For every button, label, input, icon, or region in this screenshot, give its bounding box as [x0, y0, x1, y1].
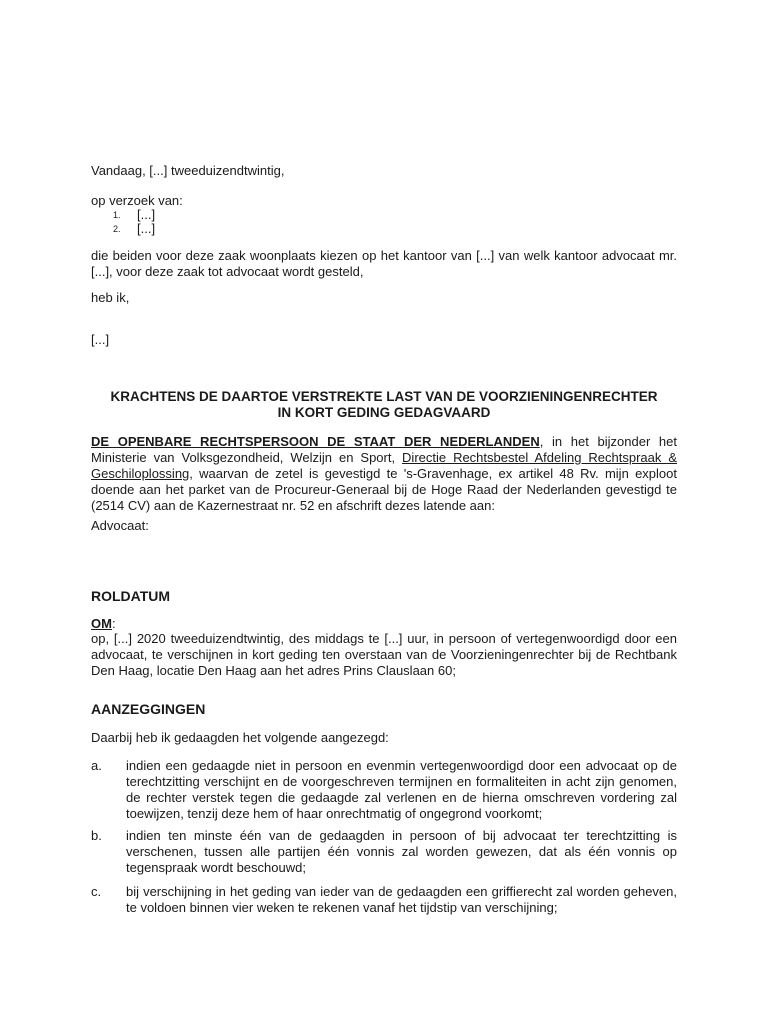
list-item	[91, 828, 677, 876]
item-text: bij verschijning in het geding van ieder van de gedaagden een griffierecht zal worden geheven, te voldoen binnen vier weken te rekenen vanaf het tijdstip van verschijning;	[126, 884, 677, 915]
domicile-paragraph: die beiden voor deze zaak woonplaats kiezen op het kantoor van [...] van welk kantoor advocaat mr. [...], voor deze zaak tot advocaat wordt gesteld,	[91, 248, 677, 279]
bailiff-placeholder: [...]	[91, 332, 110, 347]
aanzeggingen-heading: AANZEGGINGEN	[91, 701, 206, 717]
summons-title	[91, 389, 677, 421]
defendant-paragraph	[91, 434, 677, 514]
list-number: 1.	[113, 210, 121, 220]
defendant-copy-text: en afschrift dezes latende aan:	[317, 498, 495, 513]
defendant-address: , waarvan de zetel is gevestigd te 's-Gravenhage, ex artikel 48 Rv. mijn exploot doende aan het parket van de Procureur-Generaal bij de Hoge Raad der Nederlanden gevestigd te (2514 CV) aan de Kazernestraat nr. 52	[91, 466, 677, 513]
roldatum-heading: ROLDATUM	[91, 588, 171, 604]
list-item	[113, 208, 155, 222]
item-text: indien ten minste één van de gedaagden in persoon of bij advocaat ter terechtzitting is verschenen, tussen alle partijen één vonnis zal worden gewezen, dat als één vonnis op tegenspraak wordt beschouwd;	[126, 828, 677, 875]
summons-title-line: KRACHTENS DE DAARTOE VERSTREKTE LAST VAN DE VOORZIENINGENRECHTER	[110, 389, 658, 404]
date-line: Vandaag, [...] tweeduizendtwintig,	[91, 163, 285, 178]
item-letter: c.	[91, 884, 102, 899]
list-item	[91, 884, 677, 916]
list-item	[113, 222, 155, 236]
roldatum-paragraph: op, [...] 2020 tweeduizendtwintig, des middags te [...] uur, in persoon of vertegenwoordigd door een advocaat, te verschijnen in kort geding ten overstaan van de Voorzieningenrechter bij de Rechtbank Den Haag, locatie Den Haag aan het adres Prins Clauslaan 60;	[91, 631, 677, 678]
item-letter: a.	[91, 758, 102, 773]
item-letter: b.	[91, 828, 102, 843]
defendant-text: , in het bijzonder het Ministerie van Volksgezondheid, Welzijn en Sport,	[91, 434, 677, 465]
advocaat-label: Advocaat:	[91, 518, 149, 533]
aanzeggingen-intro: Daarbij heb ik gedaagden het volgende aangezegd:	[91, 730, 389, 745]
requester-name: [...]	[137, 221, 156, 236]
om-label: OM	[91, 616, 112, 631]
defendant-department: Directie Rechtsbestel Afdeling Rechtspraak & Geschiloplossing	[91, 450, 677, 481]
requester-name: [...]	[137, 207, 156, 222]
om-colon: :	[111, 616, 116, 631]
requester-list	[113, 208, 155, 236]
request-label: op verzoek van:	[91, 193, 183, 208]
defendant-name: DE OPENBARE RECHTSPERSOON DE STAAT DER NEDERLANDEN	[91, 434, 540, 449]
om-label-line	[91, 616, 677, 632]
heb-ik-line: heb ik,	[91, 290, 130, 305]
item-text: indien een gedaagde niet in persoon en evenmin vertegenwoordigd door een advocaat op de terechtzitting verschijnt en de voorgeschreven termijnen en formaliteiten in acht zijn genomen, de rechter verstek tegen die gedaagde zal verlenen en de hierna omschreven vordering zal toewijzen, tenzij deze hem of haar onrechtmatig of ongegrond voorkomt;	[126, 758, 677, 821]
summons-title-line: IN KORT GEDING GEDAGVAARD	[277, 405, 491, 420]
list-number: 2.	[113, 224, 121, 234]
list-item	[91, 758, 677, 822]
